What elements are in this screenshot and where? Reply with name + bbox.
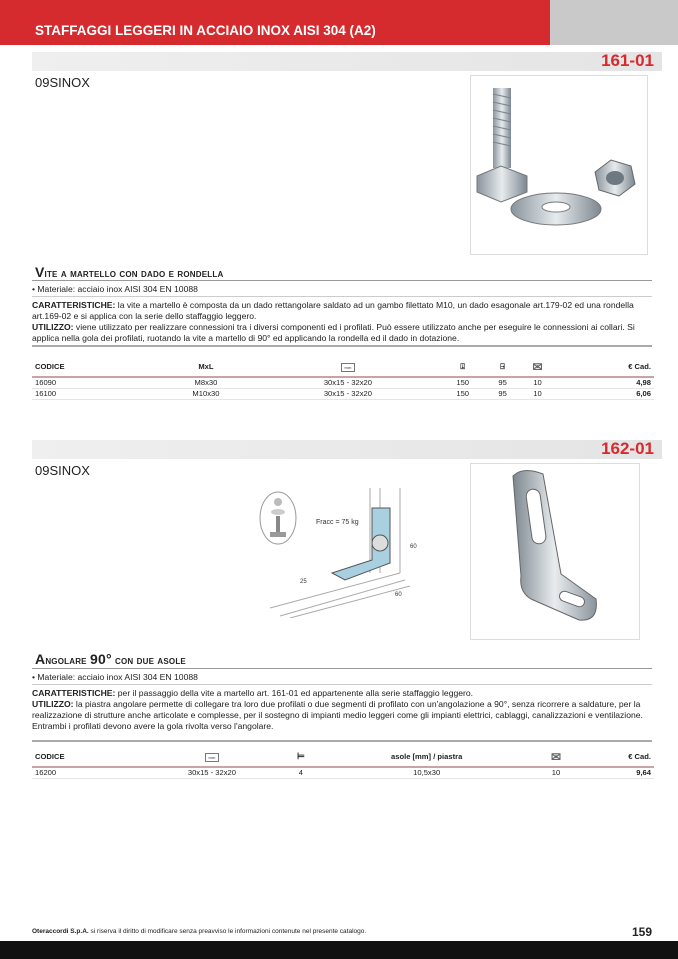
product-series: 09SINOX xyxy=(35,463,90,478)
load-side-icon: ⍈ xyxy=(500,361,505,371)
header-bar-grey xyxy=(550,0,678,45)
material-text: • Materiale: acciaio inox AISI 304 EN 10088 xyxy=(32,672,198,682)
product-image xyxy=(470,75,648,255)
material-text: • Materiale: acciaio inox AISI 304 EN 10088 xyxy=(32,284,198,294)
mounting-diagram xyxy=(250,488,425,618)
divider xyxy=(32,684,652,685)
svg-text:25: 25 xyxy=(300,579,307,585)
description: CARATTERISTICHE: la vite a martello è composta da un dado rettangolare saldato ad un gambo filettato M10, un dado esagonale art.179-02 ed una rondella art.169-02 e si applica con la serie dello staffaggio leggero. UTILIZZO: viene utilizzato per realizzare connessioni tra i diversi componenti ed i profilati. Può essere utilizzato anche per eseguire le connessioni ai collari. Si applica nella gola dei profilati, ruotando la vite a martello di 90° ed applicando la rondella ed il dado in dotazione. xyxy=(32,300,635,343)
table-row: 16100 M10x30 30x15 - 32x20 150 95 10 6,06 xyxy=(32,388,654,399)
page-title: STAFFAGGI LEGGERI IN ACCIAIO INOX AISI 304 (A2) xyxy=(35,23,376,38)
hammer-bolt-icon xyxy=(471,76,649,256)
package-icon: ✉ xyxy=(550,749,562,764)
product-series: 09SINOX xyxy=(35,75,90,90)
divider xyxy=(32,668,652,669)
table-row: 16090 M8x30 30x15 - 32x20 150 95 10 4,98 xyxy=(32,377,654,388)
divider xyxy=(32,280,652,281)
page-number: 159 xyxy=(632,925,653,939)
svg-text:60: 60 xyxy=(410,544,417,550)
product-title: Angolare 90° con due asole xyxy=(35,651,186,667)
footer-disclaimer: Oteraccordi S.p.A. si riserva il diritto di modificare senza preavviso le informazioni contenute nel presente catalogo. xyxy=(32,928,367,935)
thickness-icon: ⊨ xyxy=(296,751,305,761)
divider xyxy=(32,296,652,297)
package-icon: ✉ xyxy=(532,359,543,374)
product-image xyxy=(470,463,640,640)
description: CARATTERISTICHE: per il passaggio della vite a martello art. 161-01 ed appartenente alla serie staffaggio leggero. UTILIZZO: la piastra angolare permette di collegare tra loro due profilati o due segmenti di profilato con un'angolazione a 90°, senza ricorrere a saldature, per la realizzazione di strutture anche articolate e complesse, per il sostegno di impianti medio leggeri come gli impianti elettrici, cablaggi, canalizzazioni e ventilazione. Entrambi i profilati devono avere la gola rivolta verso l'angolare. xyxy=(32,688,643,731)
footer-bar xyxy=(0,941,678,959)
table-row: 16200 30x15 - 32x20 4 10,5x30 10 9,64 xyxy=(32,767,654,778)
product-table: CODICE mm ⊨ asole [mm] / piastra ✉ € Cad. 16200 30x15 - 32x20 4 10,5x30 10 9,64 xyxy=(32,747,654,779)
profile-icon: mm xyxy=(205,753,219,762)
load-down-icon: ⍗ xyxy=(460,361,465,371)
product-code: 162-01 xyxy=(601,439,654,458)
force-label: Fracc = 75 kg xyxy=(316,519,359,526)
angle-bracket-icon xyxy=(471,464,641,641)
divider xyxy=(32,345,652,347)
product-table: CODICE MxL mm ⍗ ⍈ ✉ € Cad. 16090 M8x30 30x15 - 32x20 150 95 10 4,98 16100 M10x30 30x15 - 32x20 150 95 10 6,06 xyxy=(32,357,654,400)
profile-icon: mm xyxy=(341,363,355,372)
divider xyxy=(32,740,652,742)
product-band xyxy=(32,440,662,459)
header-bar xyxy=(0,0,550,45)
product-band xyxy=(32,52,662,71)
product-title: Vite a martello con dado e rondella xyxy=(35,264,224,280)
product-code: 161-01 xyxy=(601,51,654,70)
svg-text:60: 60 xyxy=(395,592,402,598)
